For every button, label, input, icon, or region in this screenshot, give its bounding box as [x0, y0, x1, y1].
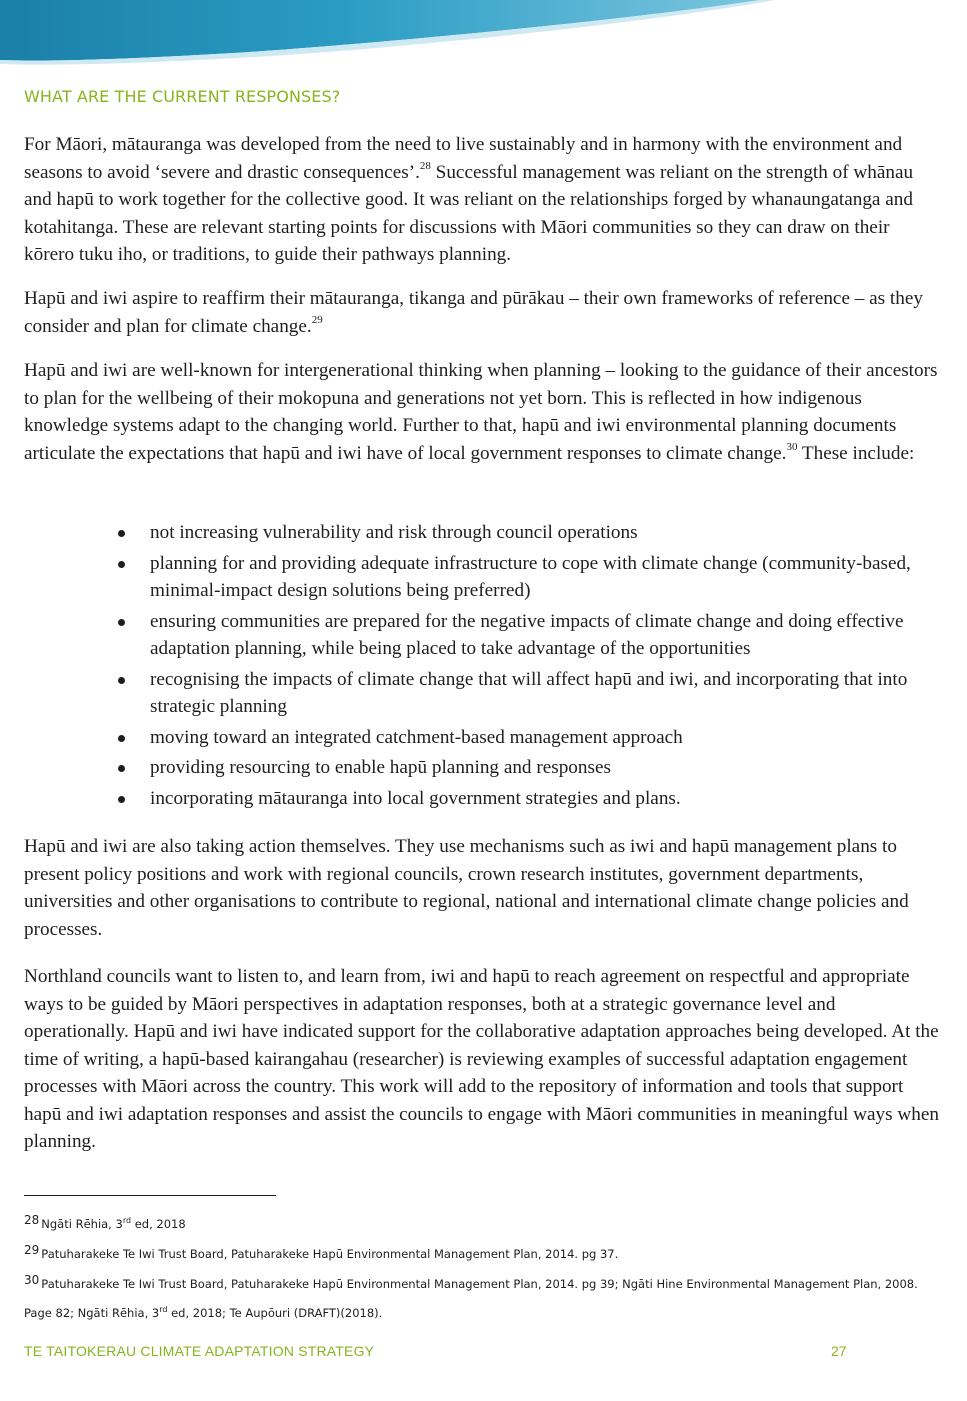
bullet-icon — [118, 561, 125, 568]
bullet-icon — [118, 735, 125, 742]
footnote-ref-29[interactable]: 29 — [311, 314, 323, 327]
bullet-icon — [118, 619, 125, 626]
footnote-ref-30[interactable]: 30 — [786, 441, 798, 454]
list-item: planning for and providing adequate infrastructure to cope with climate change (community-based, minimal-impact design solutions being preferred) — [112, 550, 932, 605]
bullet-icon — [118, 765, 125, 772]
list-item: moving toward an integrated catchment-based management approach — [112, 724, 932, 752]
header-wave-decoration — [0, 0, 967, 70]
page-number: 27 — [831, 1343, 847, 1359]
paragraph-3: Hapū and iwi are well-known for intergenerational thinking when planning – looking to the guidance of their ancestors to plan for the wellbeing of their mokopuna and generations not yet born. This is reflected in how indigenous knowledge systems adapt to the changing world. Further to that, hapū and iwi environmental planning documents articulate the expectations that hapū and iwi have of local government responses to climate change.$^{30}$ These include: — [24, 360, 938, 464]
bullet-icon — [118, 677, 125, 684]
bullet-icon — [118, 530, 125, 537]
footnote-divider — [24, 1195, 276, 1196]
list-item: providing resourcing to enable hapū planning and responses — [112, 754, 932, 782]
list-item: incorporating mātauranga into local government strategies and plans. — [112, 785, 932, 813]
expectations-list — [112, 519, 932, 815]
list-item: not increasing vulnerability and risk through council operations — [112, 519, 932, 547]
list-item: recognising the impacts of climate change that will affect hapū and iwi, and incorporating that into strategic planning — [112, 666, 932, 721]
paragraph-2: Hapū and iwi aspire to reaffirm their mātauranga, tikanga and pūrākau – their own frameworks of reference – as they consider and plan for climate change.$^{29}$ — [24, 288, 923, 337]
bullet-icon — [118, 796, 125, 803]
footnote-30: 30 Patuharakeke Te Iwi Trust Board, Patuharakeke Hapū Environmental Management Plan, 2014. pg 39; Ngāti Hine Environmental Management Plan, 2008. Page 82; Ngāti Rēhia, 3rd ed, 2018; Te Aupōuri (DRAFT)(2018). — [24, 1273, 918, 1320]
paragraph-4: Hapū and iwi are also taking action themselves. They use mechanisms such as iwi and hapū management plans to present policy positions and work with regional councils, crown research institutes, government departments, universities and other organisations to contribute to regional, national and international climate change policies and processes. — [24, 836, 909, 940]
footnote-29: 29 Patuharakeke Te Iwi Trust Board, Patuharakeke Hapū Environmental Management Plan, 2014. pg 37. — [24, 1243, 619, 1261]
section-heading: WHAT ARE THE CURRENT RESPONSES? — [24, 87, 341, 106]
footnotes — [24, 1207, 934, 1326]
footnote-ref-28[interactable]: 28 — [419, 160, 431, 173]
footer-title: TE TAITOKERAU CLIMATE ADAPTATION STRATEGY — [24, 1343, 375, 1359]
paragraph-5: Northland councils want to listen to, and learn from, iwi and hapū to reach agreement on respectful and appropriate ways to be guided by Māori perspectives in adaptation responses, both at a strategic governance level and operationally. Hapū and iwi have indicated support for the collaborative adaptation approaches being developed. At the time of writing, a hapū-based kairangahau (researcher) is reviewing examples of successful adaptation engagement processes with Māori across the country. This work will add to the repository of information and tools that support hapū and iwi adaptation responses and assist the councils to engage with Māori communities in meaningful ways when planning. — [24, 966, 939, 1152]
list-item: ensuring communities are prepared for the negative impacts of climate change and doing effective adaptation planning, while being placed to take advantage of the opportunities — [112, 608, 932, 663]
footnote-28: 28 Ngāti Rēhia, 3rd ed, 2018 — [24, 1213, 186, 1231]
paragraph-1: For Māori, mātauranga was developed from the need to live sustainably and in harmony with the environment and seasons to avoid ‘severe and drastic consequences’.$^{28}$ Successful management was reliant on the strength of whānau and hapū to work together for the collective good. It was reliant on the relationships forged by whanaungatanga and kotahitanga. These are relevant starting points for discussions with Māori communities so they can draw on their kōrero tuku iho, or traditions, to guide their pathways planning. — [24, 134, 914, 265]
